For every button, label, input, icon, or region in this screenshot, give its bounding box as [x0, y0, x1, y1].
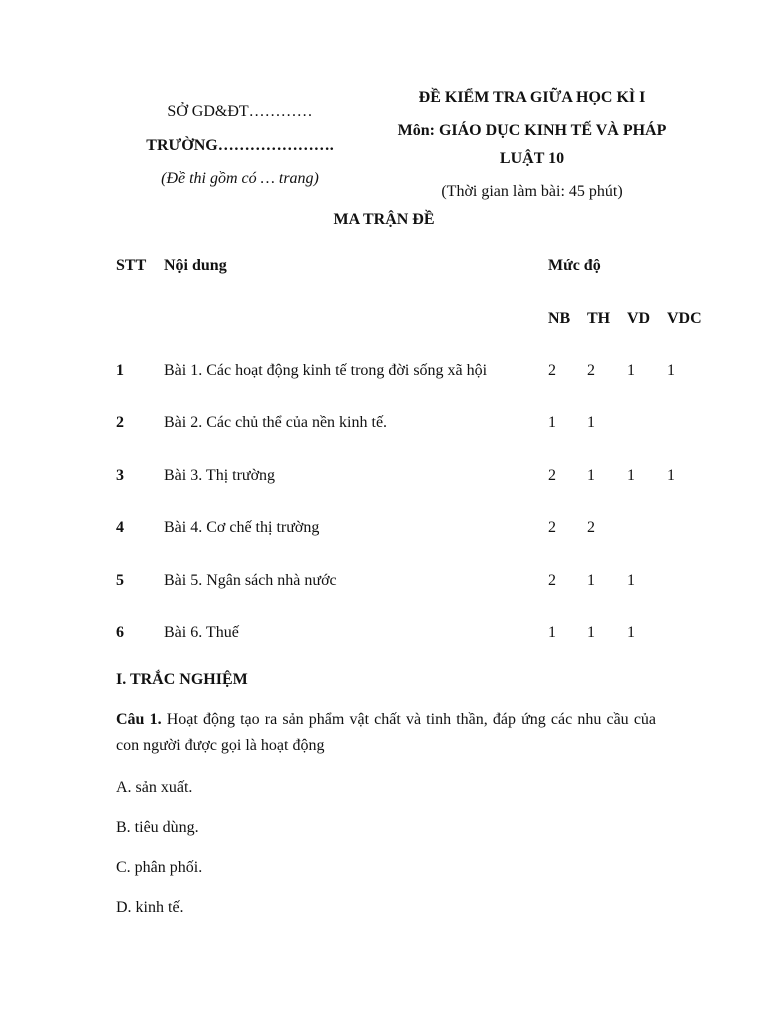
- subject-line-1: Môn: GIÁO DỤC KINH TẾ VÀ PHÁP: [397, 122, 667, 139]
- row-th: 1: [587, 414, 595, 431]
- row-th: 1: [587, 572, 595, 589]
- row-content: Bài 6. Thuế: [164, 624, 239, 641]
- option-c: C. phân phối.: [116, 859, 203, 876]
- option-d: D. kinh tế.: [116, 899, 184, 916]
- row-nb: 2: [548, 467, 556, 484]
- row-nb: 2: [548, 572, 556, 589]
- matrix-title: MA TRẬN ĐỀ: [333, 211, 435, 228]
- row-stt: 2: [116, 414, 124, 431]
- option-b: B. tiêu dùng.: [116, 819, 199, 836]
- row-content: Bài 5. Ngân sách nhà nước: [164, 572, 337, 589]
- exam-time: (Thời gian làm bài: 45 phút): [441, 183, 623, 200]
- row-vd: 1: [627, 467, 635, 484]
- row-content: Bài 3. Thị trường: [164, 467, 276, 484]
- row-vdc: 1: [667, 467, 675, 484]
- row-vd: 1: [627, 572, 635, 589]
- section-title: I. TRẮC NGHIỆM: [116, 671, 248, 688]
- subject-line-2: LUẬT 10: [499, 150, 565, 167]
- row-stt: 4: [116, 519, 124, 536]
- row-th: 1: [587, 467, 595, 484]
- department-line: SỞ GD&ĐT…………: [167, 103, 313, 120]
- row-stt: 3: [116, 467, 124, 484]
- row-vd: 1: [627, 624, 635, 641]
- row-content: Bài 1. Các hoạt động kinh tế trong đời sống xã hội: [164, 362, 488, 379]
- row-th: 2: [587, 362, 595, 379]
- exam-title: ĐỀ KIỂM TRA GIỮA HỌC KÌ I: [418, 89, 646, 106]
- school-line: TRƯỜNG………………….: [146, 137, 334, 154]
- row-th: 1: [587, 624, 595, 641]
- option-a: A. sản xuất.: [116, 779, 193, 796]
- level-vd: VD: [627, 310, 651, 327]
- row-stt: 5: [116, 572, 124, 589]
- row-stt: 6: [116, 624, 124, 641]
- row-vdc: 1: [667, 362, 675, 379]
- question-text: Hoạt động tạo ra sản phẩm vật chất và tinh thần, đáp ứng các nhu cầu của con người được gọi là hoạt động: [116, 711, 657, 754]
- row-content: Bài 2. Các chủ thể của nền kinh tế.: [164, 414, 388, 431]
- question-1: [116, 707, 656, 759]
- level-nb: NB: [548, 310, 571, 327]
- question-label: Câu 1.: [116, 711, 162, 728]
- row-th: 2: [587, 519, 595, 536]
- row-nb: 1: [548, 624, 556, 641]
- row-nb: 2: [548, 519, 556, 536]
- row-nb: 1: [548, 414, 556, 431]
- row-nb: 2: [548, 362, 556, 379]
- row-vd: 1: [627, 362, 635, 379]
- col-header-level: Mức độ: [548, 257, 601, 274]
- col-header-stt: STT: [116, 257, 147, 274]
- col-header-content: Nội dung: [164, 257, 227, 274]
- level-th: TH: [587, 310, 611, 327]
- row-content: Bài 4. Cơ chế thị trường: [164, 519, 320, 536]
- level-vdc: VDC: [667, 310, 702, 327]
- pages-note: (Đề thi gồm có … trang): [161, 170, 319, 187]
- row-stt: 1: [116, 362, 124, 379]
